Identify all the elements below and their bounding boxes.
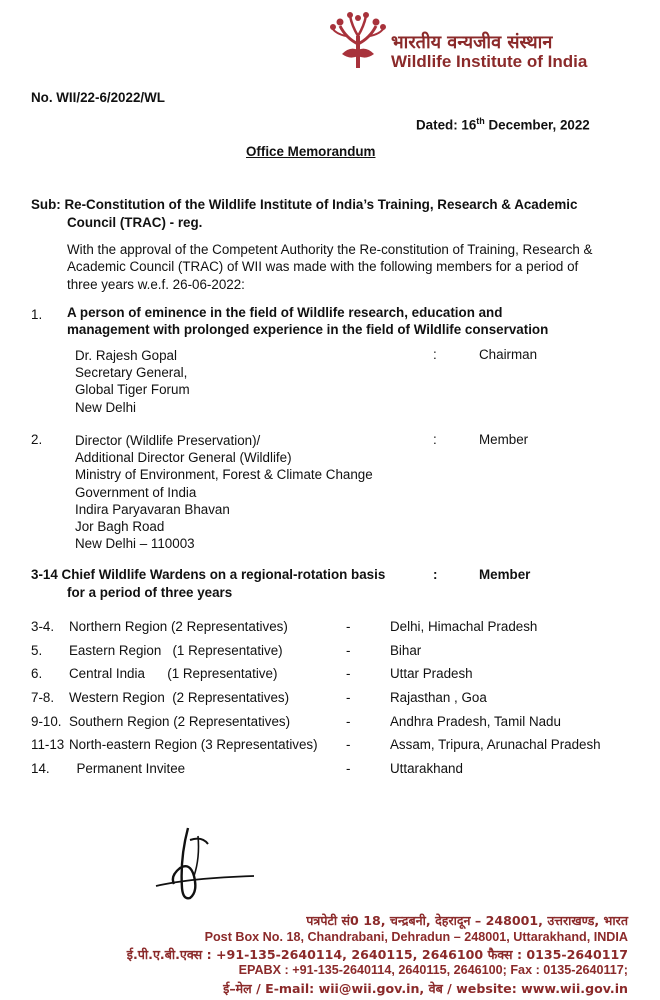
date-line [416, 116, 590, 132]
member-address [75, 432, 373, 552]
memo-title: Office Memorandum [246, 144, 376, 159]
date-ordinal: th [476, 116, 485, 126]
section-1-colon: : [433, 347, 437, 362]
table-row [31, 761, 631, 781]
region: Western Region (2 Representatives) [69, 690, 290, 705]
section-1-heading-1: A person of eminence in the field of Wildlife research, education and [67, 305, 503, 320]
footer-address: Post Box No. 18, Chandrabani, Dehradun – 248001, Uttarakhand, INDIA [204, 930, 628, 944]
footer-epabx: EPABX : +91-135-2640114, 2640115, 2646100; Fax : 0135-2640117; [238, 963, 628, 977]
address-line: Global Tiger Forum [75, 382, 190, 398]
dash: - [346, 619, 351, 634]
wardens-role: Member [479, 567, 531, 582]
section-3-colon: : [433, 567, 438, 582]
states: Delhi, Himachal Pradesh [390, 619, 538, 634]
dash: - [346, 761, 351, 776]
address-line: Government of India [75, 484, 197, 500]
region: North-eastern Region (3 Representatives) [69, 737, 318, 752]
section-3-heading-1: 3-14 Chief Wildlife Wardens on a regional-rotation basis [31, 567, 386, 582]
subject-line-1: Sub: Re-Constitution of the Wildlife Institute of India’s Training, Research & Academic [31, 197, 578, 212]
region: Northern Region (2 Representatives) [69, 619, 288, 634]
signature-image [150, 818, 260, 908]
region: Southern Region (2 Representatives) [69, 714, 291, 729]
row-number: 3-4. [31, 619, 55, 634]
wii-logo-icon [328, 10, 388, 72]
footer-epabx-hindi: ई.पी.ए.बी.एक्स : +91-135-2640114, 2640115, 2646100 फैक्स : 0135-2640117 [126, 947, 628, 962]
chairman-role: Chairman [479, 347, 538, 362]
table-row [31, 643, 631, 663]
section-2-number: 2. [31, 432, 43, 447]
dash: - [346, 714, 351, 729]
institute-name-english: Wildlife Institute of India [391, 52, 588, 71]
section-1-heading-2: management with prolonged experience in the field of Wildlife conservation [67, 322, 549, 337]
states: Rajasthan , Goa [390, 690, 487, 705]
address-line: Jor Bagh Road [75, 519, 165, 535]
chairman-address [75, 347, 190, 416]
section-3-heading-2: for a period of three years [67, 585, 233, 600]
reference-number: No. WII/22-6/2022/WL [31, 90, 165, 105]
row-number: 9-10. [31, 714, 62, 729]
dash: - [346, 690, 351, 705]
row-number: 14. [31, 761, 50, 776]
footer-hindi-address: पत्रपेटी सं0 18, चन्द्रबनी, देहरादून – 248001, उत्तराखण्ड, भारत [306, 913, 628, 928]
row-number: 5. [31, 643, 43, 658]
address-line: New Delhi – 110003 [75, 536, 195, 552]
region: Eastern Region (1 Representative) [69, 643, 283, 658]
row-number: 7-8. [31, 690, 55, 705]
table-row [31, 737, 631, 757]
section-2-colon: : [433, 432, 437, 447]
states: Andhra Pradesh, Tamil Nadu [390, 714, 561, 729]
intro-paragraph: With the approval of the Competent Authority the Re-constitution of Training, Research & Academic Council (TRAC) of WII was made with the following members for a period of three years w.e.f. 26-06-2022: [67, 242, 593, 292]
footer-email-website: ई–मेल / E-mail: wii@wii.gov.in, वेब / website: www.wii.gov.in [223, 981, 628, 996]
row-number: 11-13 [31, 737, 65, 752]
dash: - [346, 737, 351, 752]
table-row [31, 666, 631, 686]
section-1-number: 1. [31, 307, 43, 322]
row-number: 6. [31, 666, 43, 681]
table-row [31, 714, 631, 734]
subject-line-2: Council (TRAC) - reg. [67, 215, 203, 230]
address-line: Additional Director General (Wildlife) [75, 450, 292, 466]
address-line: Indira Paryavaran Bhavan [75, 501, 230, 517]
states: Uttar Pradesh [390, 666, 473, 681]
states: Bihar [390, 643, 422, 658]
date-prefix: Dated: 16 [416, 117, 477, 133]
address-line: Secretary General, [75, 365, 188, 381]
dash: - [346, 643, 351, 658]
region: Central India (1 Representative) [69, 666, 278, 681]
date-rest: December, 2022 [484, 117, 590, 133]
dash: - [346, 666, 351, 681]
region: Permanent Invitee [69, 761, 186, 776]
table-row [31, 690, 631, 710]
states: Uttarakhand [390, 761, 463, 776]
table-row [31, 619, 631, 639]
address-line: Dr. Rajesh Gopal [75, 348, 177, 363]
address-line: New Delhi [75, 399, 137, 415]
member-role: Member [479, 432, 529, 447]
institute-name-hindi: भारतीय वन्यजीव संस्थान [391, 32, 553, 53]
address-line: Director (Wildlife Preservation)/ [75, 433, 261, 448]
states: Assam, Tripura, Arunachal Pradesh [390, 737, 601, 752]
address-line: Ministry of Environment, Forest & Climate Change [75, 467, 373, 483]
